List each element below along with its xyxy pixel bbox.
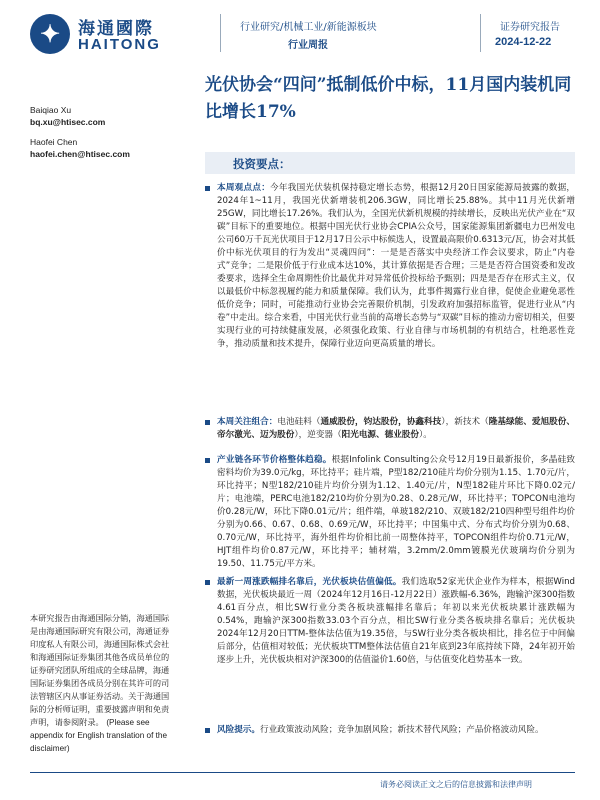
section-lead: 最新一周涨跌幅排名靠后，光伏板块估值偏低。 [217, 577, 402, 587]
section-lead: 产业链各环节价格整体趋稳。 [217, 455, 332, 465]
author-email[interactable]: bq.xu@htisec.com [30, 117, 106, 127]
section-bold-stocks: 通威股份，钧达股份，协鑫科技 [320, 417, 442, 427]
bullet-square-icon [205, 420, 210, 425]
header-divider-right [480, 14, 481, 52]
report-date: 2024-12-22 [495, 36, 552, 48]
report-header [0, 0, 600, 70]
section-lead: 本周观点点： [217, 183, 271, 193]
author-1 [30, 104, 105, 128]
section-text: ）。 [418, 430, 432, 440]
author-email[interactable]: haofei.chen@htisec.com [30, 149, 130, 159]
section-bold-stocks: 隆基绿能、爱旭股份、帝尔激光、迈为股份 [217, 417, 575, 440]
section-text: 我们选取52家光伏企业作为样本，根据Wind数据，光伏板块最近一周（2024年12月16日-12月22日）涨跌幅-6.36%，跑输沪深300指数4.61百分点，相比SW行业分类各板块涨幅排名靠后；年初以来光伏板块累计涨跌幅为0.54%，跑输沪深300指数33.03个百分点，相比SW行业分类各板块排名靠后；光伏板块2024年12月20日TTM-整体法估值为19.35倍，与SW行业分类各板块相比，排名位于中间偏后部分，估值相对较低；光伏板块TTM整体法估值自21年底到23年底持续下降，24年初开始逐步上升，光伏板块相对沪深300的估值溢价1.60倍，与估值变化趋势基本一致。 [217, 577, 575, 665]
logo-chinese-name: 海通國際 [78, 19, 154, 39]
logo-mark-icon: ✦ [30, 14, 70, 54]
author-2 [30, 136, 130, 160]
haitong-logo [30, 14, 190, 54]
section-risk [205, 724, 575, 737]
footer-divider [30, 772, 575, 773]
footer-notice: 请务必阅读正文之后的信息披露和法律声明 [380, 780, 532, 789]
bullet-square-icon [205, 458, 210, 463]
section-lead: 风险提示。 [217, 725, 260, 735]
logo-english-name: HAITONG [78, 36, 161, 53]
report-label: 证券研究报告 [500, 22, 560, 33]
author-name: Haofei Chen [30, 137, 78, 147]
report-type: 行业周报 [288, 40, 328, 51]
section-text: ），逆变器（ [294, 430, 342, 440]
section-text: 今年我国光伏装机保持稳定增长态势，根据12月20日国家能源局披露的数据，2024年1~11月，我国光伏新增装机206.3GW，同比增长25.88%。其中11月光伏新增25GW，同比增长17.26%。我们认为，全国光伏新机规模的持续增长，反映出光伏产业在“双碳”目标下的重要地位。根据中国光伏行业协会CPIA公众号，国家能源集团新疆电力巴州发电公司60万千瓦光伏项目于12月17日公示中标候选人，设置最高限价0.6313元/瓦，协会对其低价中标光伏项目的行为发出“灵魂四问”：一是是否落实中央经济工作会议要求，防止“内卷式”竞争；二是限价低于行业成本达10%，其计算依据是否合理；三是是否符合国资委和发改委要求，选择全生命周期性价比最优并对异常低价投标给予甄别；四是是否存在形式主义，仅以最低价中标忽视履约能力和质量保障。我们认为，此事件揭露行业自律，促使企业避免恶性低价竞争；同时，可能推动行业协会完善限价机制，引发政府加强招标监管，促进行业从“内卷”中走出。综合来看，中国光伏行业当前的高增长态势与“双碳”目标的推动力密切相关，但要实现行业的可持续健康发展，必须强化政策、行业自律与市场机制的有机结合，杜绝恶性竞争，推动质量和技术提升，保障行业迈向更高质量的增长。 [217, 183, 575, 349]
bullet-square-icon [205, 186, 210, 191]
report-title: 光伏协会“四问”抵制低价中标，11月国内装机同比增长17% [205, 75, 572, 122]
side-disclaimer [30, 612, 175, 755]
highlights-title: 投资要点： [233, 157, 291, 171]
section-text: 电池硅料（ [277, 417, 321, 427]
author-name: Baiqiao Xu [30, 105, 72, 115]
section-lead: 本周关注组合： [217, 417, 278, 427]
section-weekly-view [205, 182, 575, 351]
section-text: 根据Infolink Consulting公众号12月19日最新报价，多晶硅致密料均价为39.0元/kg，环比持平；硅片端，P型182/210硅片均价分别为1.15、1.70元/片，环比持平；N型182/210硅片均价分别为1.12、1.40元/片，N型182硅片环比下降0.02元/片；电池端，PERC电池182/210均价分别为0.28、0.28元/W，环比持平；TOPCON电池均价0.28元/W，环比下降0.01元/片；组件端，单玻182/210、双玻182/210四种型号组件均价分别为0.66、0.67、0.68、0.69元/W，环比持平；中国集中式、分布式均价分别为0.68、0.70元/W，环比持平，海外组件均价相比前一周整体持平，TOPCON组件均价0.71元/W，HJT组件均价0.87元/W，环比持平；辅材端，3.2mm/2.0mm镀膜光伏玻璃均价分别为19.50、11.75元/平方米。 [217, 455, 575, 569]
highlights-heading [205, 152, 575, 174]
bullet-square-icon [205, 728, 210, 733]
section-text: 行业政策波动风险；竞争加剧风险；新技术替代风险；产品价格波动风险。 [259, 725, 544, 735]
section-bold-stocks: 阳光电源、德业股份 [341, 430, 419, 440]
header-divider-left [220, 14, 221, 52]
bullet-square-icon [205, 580, 210, 585]
section-text: ），新技术（ [441, 417, 489, 427]
disclaimer-english-note: (Please see appendix for English translation of the disclaimer) [30, 718, 168, 753]
disclaimer-text: 本研究报告由海通国际分销，海通国际是由海通国际研究有限公司，海通证券印度私人有限公司，海通国际株式会社和海通国际证券集团其他各成员单位的证券研究团队所组成的全球品牌，海通国际证券集团各成员分别在其许可的司法管辖区内从事证券活动。关于海通国际的分析师证明，重要披露声明和免责声明，请参阅附录。 [30, 613, 170, 727]
section-prices [205, 454, 575, 571]
report-category: 行业研究/机械工业/新能源板块 [240, 22, 377, 33]
section-market [205, 576, 575, 667]
section-portfolio [205, 416, 575, 442]
